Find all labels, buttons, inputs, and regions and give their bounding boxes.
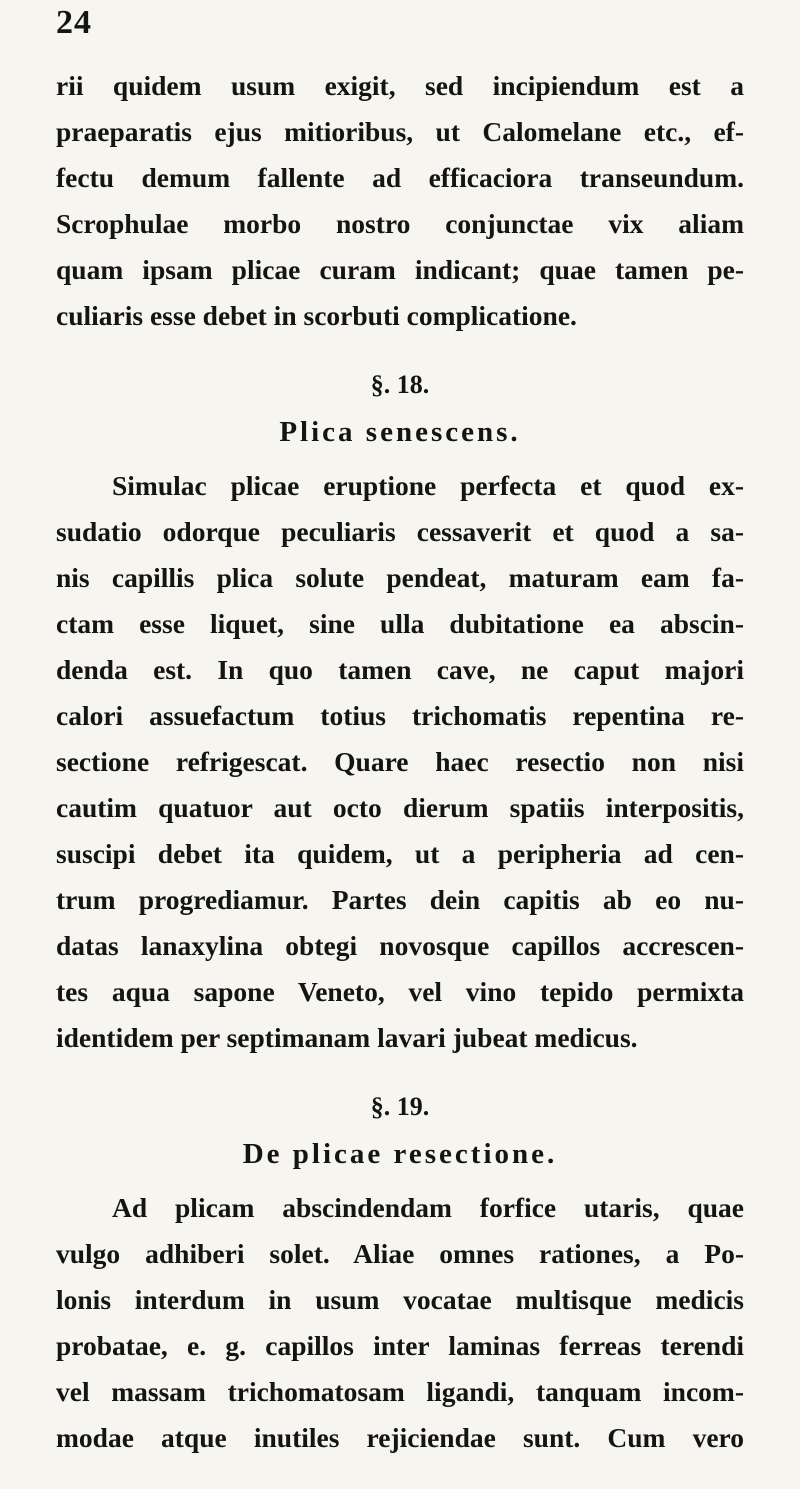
- text-line: datas lanaxylina obtegi novosque capillos accrescen-: [56, 930, 744, 961]
- page-number: 24: [56, 4, 92, 41]
- text-line: Scrophulae morbo nostro conjunctae vix aliam: [56, 208, 744, 239]
- text-line: calori assuefactum totius trichomatis repentina re-: [56, 700, 744, 731]
- text-line: praeparatis ejus mitioribus, ut Calomelane etc., ef-: [56, 116, 744, 147]
- text-line: rii quidem usum exigit, sed incipiendum est a: [56, 70, 744, 101]
- text-line: vel massam trichomatosam ligandi, tanquam incom-: [56, 1376, 744, 1407]
- text-line: vulgo adhiberi solet. Aliae omnes rationes, a Po-: [56, 1238, 744, 1269]
- section-number: §. 18.: [370, 370, 430, 399]
- text-line: cautim quatuor aut octo dierum spatiis interpositis,: [56, 792, 744, 823]
- text-line: ctam esse liquet, sine ulla dubitatione ea abscin-: [56, 608, 744, 639]
- text-line: identidem per septimanam lavari jubeat medicus.: [56, 1022, 638, 1053]
- text-line: modae atque inutiles rejiciendae sunt. Cum vero: [56, 1422, 744, 1453]
- section-number: §. 19.: [370, 1092, 430, 1121]
- text-line: sectione refrigescat. Quare haec resectio non nisi: [56, 746, 744, 777]
- text-line: trum progrediamur. Partes dein capitis ab eo nu-: [56, 884, 744, 915]
- text-line: nis capillis plica solute pendeat, maturam eam fa-: [56, 562, 744, 593]
- text-line: probatae, e. g. capillos inter laminas ferreas terendi: [56, 1330, 744, 1361]
- text-line: lonis interdum in usum vocatae multisque medicis: [56, 1284, 744, 1315]
- section-title: Plica senescens.: [279, 416, 521, 448]
- text-line: suscipi debet ita quidem, ut a peripheria ad cen-: [56, 838, 744, 869]
- text-line: Simulac plicae eruptione perfecta et quod ex-: [112, 470, 744, 501]
- section-title: De plicae resectione.: [242, 1138, 558, 1170]
- text-line: Ad plicam abscindendam forfice utaris, quae: [112, 1192, 744, 1223]
- text-line: culiaris esse debet in scorbuti complicatione.: [56, 300, 577, 331]
- text-line: tes aqua sapone Veneto, vel vino tepido permixta: [56, 976, 744, 1007]
- text-line: fectu demum fallente ad efficaciora transeundum.: [56, 162, 744, 193]
- text-line: sudatio odorque peculiaris cessaverit et quod a sa-: [56, 516, 744, 547]
- text-line: denda est. In quo tamen cave, ne caput majori: [56, 654, 744, 685]
- text-line: quam ipsam plicae curam indicant; quae tamen pe-: [56, 254, 744, 285]
